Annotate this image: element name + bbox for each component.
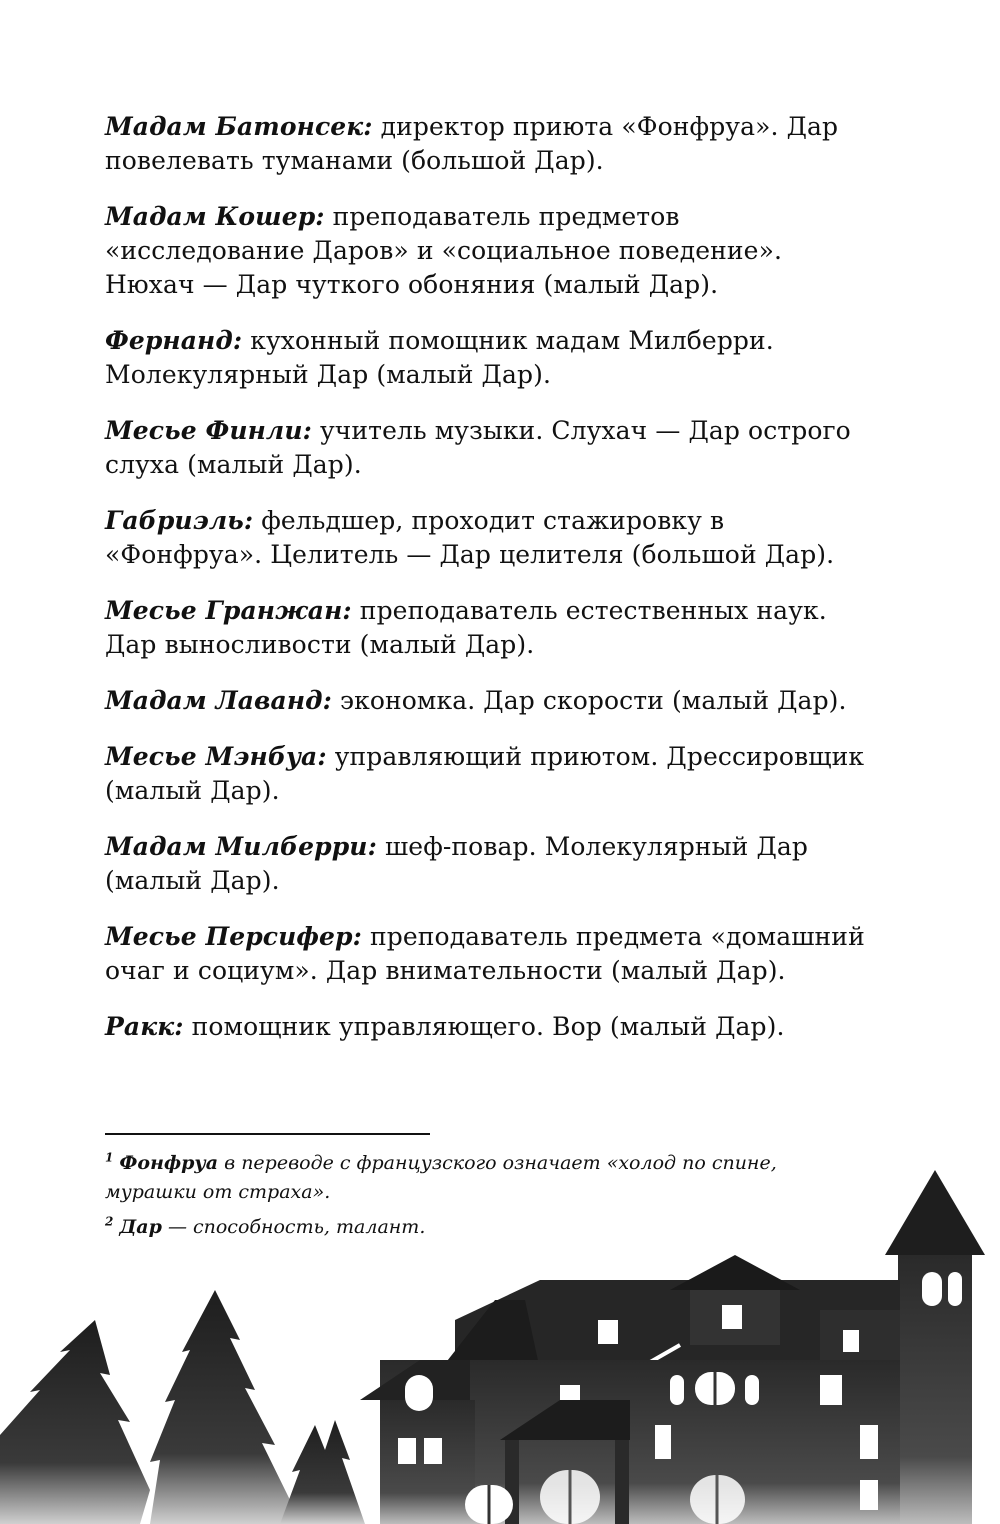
character-entry [105,324,875,392]
pine-trees-illustration [0,1290,365,1524]
character-description: помощник управляющего. Вор (малый Дар). [183,1012,785,1041]
character-description: преподаватель естественных наук. Дар выносливости (малый Дар). [105,596,827,659]
character-name: Мадам Милберри: [105,832,377,861]
footnote-mark: 2 [105,1214,114,1229]
character-description: управляющий приютом. Дрессировщик (малый Дар). [105,742,865,805]
footnote-divider [105,1133,430,1135]
character-name: Мадам Лаванд: [105,686,332,715]
footnote-mark: 1 [105,1150,114,1165]
character-entry [105,200,875,302]
character-entry [105,830,875,898]
character-name: Месье Мэнбуа: [105,742,327,771]
character-entry [105,594,875,662]
character-entry [105,414,875,482]
character-entry [105,504,875,572]
character-name: Мадам Батонсек: [105,112,373,141]
character-entry [105,920,875,988]
character-list [105,110,875,1066]
footnote-text: в переводе с французского означает «холод по спине, мурашки от страха». [105,1152,777,1203]
mansion-illustration [360,1170,985,1524]
footnote-term: Фонфруа [119,1152,219,1174]
character-name: Мадам Кошер: [105,202,325,231]
character-entry [105,1010,875,1044]
character-description: преподаватель предмета «домашний очаг и социум». Дар внимательности (малый Дар). [105,922,865,985]
character-entry [105,740,875,808]
character-description: фельдшер, проходит стажировку в «Фонфруа». Целитель — Дар целителя (большой Дар). [105,506,835,569]
character-description: кухонный помощник мадам Милберри. Молекулярный Дар (малый Дар). [105,326,774,389]
character-name: Ракк: [105,1012,184,1041]
character-description: учитель музыки. Слухач — Дар острого слуха (малый Дар). [105,416,851,479]
character-description: экономка. Дар скорости (малый Дар). [331,686,847,715]
character-description: шеф-повар. Молекулярный Дар (малый Дар). [105,832,809,895]
footnote-text: — способность, талант. [161,1216,426,1238]
character-name: Габриэль: [105,506,254,535]
character-name: Месье Гранжан: [105,596,352,625]
character-entry [105,684,875,718]
character-description: директор приюта «Фонфруа». Дар повелевать туманами (большой Дар). [105,112,839,175]
footnote-term: Дар [119,1216,162,1238]
character-name: Месье Финли: [105,416,312,445]
mansion-scene-illustration [0,1160,1000,1524]
character-description: преподаватель предметов «исследование Даров» и «социальное поведение». Нюхач — Дар чуткого обоняния (малый Дар). [105,202,783,299]
character-entry [105,110,875,178]
character-name: Месье Персифер: [105,922,362,951]
character-name: Фернанд: [105,326,243,355]
